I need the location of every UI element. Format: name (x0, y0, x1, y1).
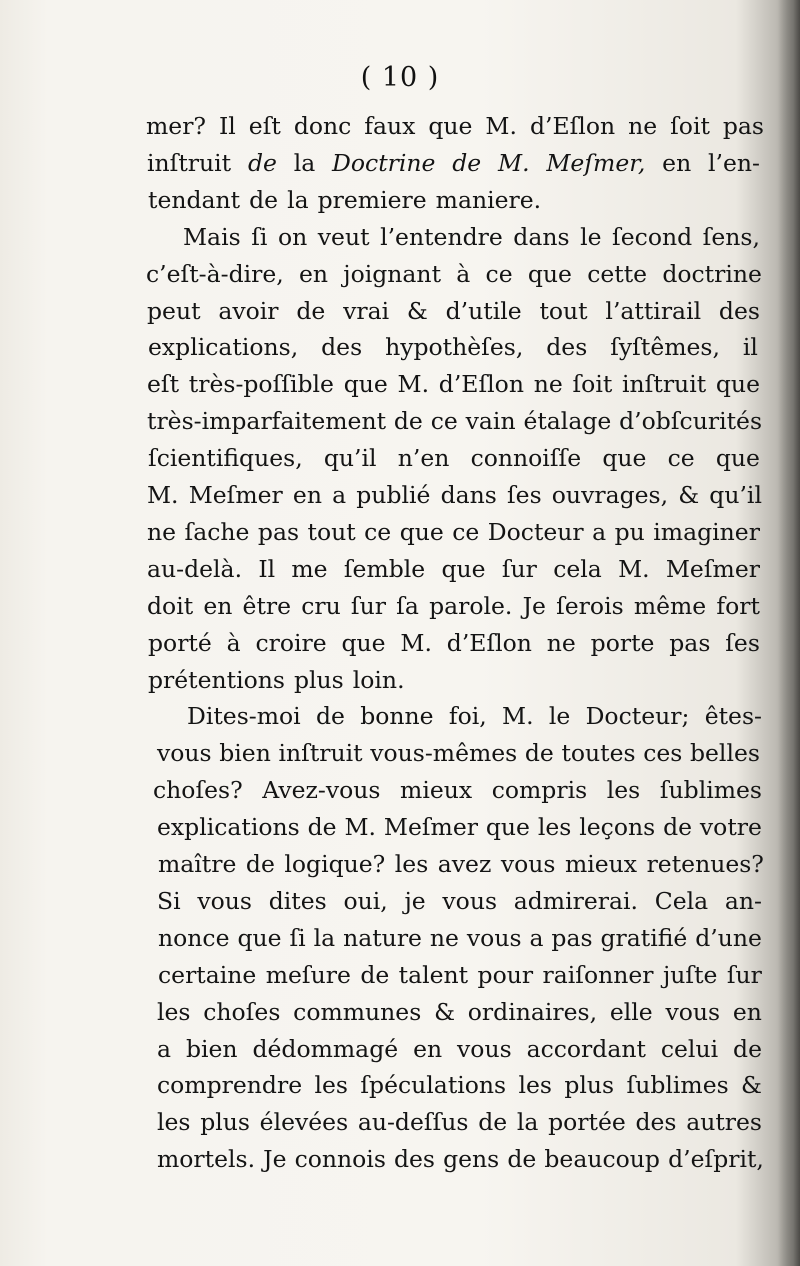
word: il (742, 333, 758, 362)
word: ne (546, 628, 576, 657)
word: en (413, 1034, 443, 1063)
text-line (147, 145, 760, 181)
text-line (147, 477, 762, 513)
word: être (242, 591, 292, 620)
text-line (157, 735, 760, 771)
word: de (247, 148, 277, 177)
word: ſyſtêmes, (610, 333, 720, 362)
word: celui (660, 1034, 719, 1063)
word: ſemble (343, 554, 426, 583)
text-line (147, 293, 760, 329)
word: comprendre (157, 1071, 303, 1100)
word: connois (294, 1145, 386, 1174)
word: retenues? (646, 850, 764, 878)
word: que (715, 444, 760, 473)
word: ouvrages, (551, 481, 669, 509)
word: porté (148, 628, 212, 657)
word: Meſmer (383, 813, 478, 842)
word: ſcientifiques, (148, 444, 303, 473)
text-line (147, 514, 760, 550)
word: Je (263, 1145, 287, 1174)
word: c’eſt-à-dire, (146, 259, 284, 288)
word: imaginer (653, 517, 760, 546)
word: cru (301, 591, 341, 620)
word: ſublimes (626, 1071, 729, 1100)
word: que (441, 554, 486, 583)
word: de (296, 296, 326, 325)
word: pas (669, 628, 711, 657)
word: que (527, 259, 572, 288)
word: nature (343, 923, 422, 952)
word: de (245, 850, 275, 878)
word: mieux (400, 776, 473, 805)
word: prétentions (148, 665, 285, 694)
word: des (635, 1108, 677, 1137)
word: très-imparfaitement (147, 407, 387, 436)
word: de (478, 1108, 508, 1137)
word: vous (457, 1034, 512, 1063)
text-line (157, 809, 762, 845)
word: M. (344, 813, 376, 842)
word: Je (522, 591, 546, 620)
word: en (662, 148, 692, 177)
word: étalage (523, 407, 612, 436)
word: vous (197, 886, 252, 915)
word: vrai (343, 296, 390, 325)
word: Docteur (487, 517, 584, 546)
word: vous (157, 739, 212, 768)
text-line (157, 1104, 762, 1140)
word: ordinaires, (467, 997, 598, 1026)
word: qu’il (709, 481, 762, 509)
word: Doctrine (332, 148, 436, 177)
word: la (313, 923, 336, 952)
word: vous-mêmes (370, 739, 518, 768)
word: d’Eſlon (446, 628, 532, 657)
word: ſes (725, 628, 760, 657)
word: logique? (284, 850, 386, 878)
word: vous (442, 886, 498, 915)
word: des (393, 1145, 435, 1174)
word: inſtruit (622, 370, 707, 399)
word: ne (147, 517, 177, 546)
word: Si (157, 886, 181, 915)
word: accordant (526, 1034, 646, 1063)
word: toutes (561, 739, 636, 768)
text-line (187, 698, 762, 734)
word: que (715, 370, 760, 399)
word: tout (539, 296, 588, 325)
word: en (299, 259, 329, 288)
word: ſpéculations (360, 1071, 507, 1100)
word: les (157, 1108, 191, 1137)
word: & (741, 1071, 762, 1100)
text-line (146, 108, 764, 144)
word: a (157, 1034, 172, 1063)
text-line (146, 256, 762, 292)
word: tendant (148, 185, 241, 214)
text-line (158, 920, 762, 956)
text-line (157, 1031, 762, 1067)
word: peut (147, 296, 201, 325)
word: Avez-vous (262, 776, 381, 805)
word: dites (268, 886, 327, 915)
word: que (341, 628, 386, 657)
word: mortels. (157, 1145, 256, 1174)
word: les (518, 1071, 552, 1100)
word: avez (437, 850, 492, 878)
word: talent (398, 960, 469, 989)
word: d’obſcurités (619, 407, 762, 436)
word: M. (400, 628, 432, 657)
word: Il (219, 112, 236, 140)
word: à (226, 628, 241, 657)
text-line (148, 440, 760, 476)
text-line (157, 1141, 764, 1177)
text-line (157, 994, 762, 1030)
word: publié (356, 481, 431, 509)
word: la (293, 148, 316, 177)
word: plus (200, 1108, 250, 1137)
word: cela (553, 554, 602, 583)
text-line (157, 883, 762, 919)
word: hypothèſes, (385, 333, 524, 362)
word: eſt (248, 112, 281, 140)
word: Dites-moi (187, 702, 301, 731)
word: Meſmer, (546, 148, 646, 177)
word: d’utile (445, 296, 522, 325)
word: plus (293, 665, 344, 694)
word: inſtruit (147, 148, 232, 177)
word: ſens, (702, 222, 760, 251)
word: oui, (343, 886, 388, 915)
word: votre (699, 813, 762, 842)
word: ſa (396, 591, 419, 620)
word: compris (491, 776, 588, 805)
word: leçons (579, 813, 656, 842)
word: gratifié (600, 923, 688, 952)
text-line (147, 551, 760, 587)
word: meſure (265, 960, 351, 989)
word: les (394, 850, 429, 878)
word: que (343, 370, 388, 399)
word: d’une (695, 923, 762, 952)
word: vous (665, 997, 721, 1026)
page-edge-shadow (778, 0, 800, 1266)
word: faux (364, 112, 416, 140)
word: au-delà. (147, 554, 243, 583)
word: de (315, 702, 345, 731)
word: ce (485, 259, 513, 288)
word: bien (185, 1034, 238, 1063)
word: de (733, 1034, 762, 1063)
word: en (203, 591, 233, 620)
word: mieux (564, 850, 638, 878)
word: d’Eſlon (438, 370, 524, 399)
word: très-poſſible (188, 370, 334, 399)
word: mer? (146, 112, 207, 140)
word: pas (722, 112, 764, 140)
word: & (434, 997, 455, 1026)
text-line (183, 219, 760, 255)
word: juſte (662, 960, 718, 989)
word: beaucoup (544, 1145, 660, 1174)
word: premiere (317, 185, 427, 214)
text-line (153, 772, 762, 808)
word: explications, (148, 333, 299, 362)
word: a (529, 923, 544, 952)
word: les (157, 997, 191, 1026)
word: que (428, 112, 473, 140)
word: ſes (506, 481, 542, 509)
word: qu’il (323, 444, 377, 473)
word: cette (587, 259, 648, 288)
word: dans (513, 222, 570, 251)
word: ſur (501, 554, 537, 583)
word: vous (466, 923, 522, 952)
word: à (456, 259, 471, 288)
word: de (307, 813, 337, 842)
word: ce (430, 407, 458, 436)
word: dans (440, 481, 497, 509)
word: & (406, 296, 428, 325)
word: la (516, 1108, 539, 1137)
word: d’eſprit, (668, 1145, 764, 1174)
word: a (592, 517, 607, 546)
word: M. (397, 370, 430, 399)
word: de (393, 407, 423, 436)
word: certaine (158, 960, 257, 989)
word: ce (667, 444, 695, 473)
word: Meſmer (665, 554, 760, 583)
word: Docteur; (585, 702, 690, 731)
word: ne (533, 370, 563, 399)
word: an- (724, 886, 762, 915)
word: bonne (360, 702, 434, 731)
text-line (157, 1067, 762, 1103)
word: les (537, 813, 572, 842)
word: ſi (289, 923, 306, 952)
word: loin. (352, 665, 405, 694)
word: doit (147, 591, 194, 620)
word: ne (628, 112, 658, 140)
word: les (314, 1071, 348, 1100)
word: avoir (218, 296, 279, 325)
word: ce (452, 517, 480, 546)
word: même (633, 591, 707, 620)
word: ces (643, 739, 683, 768)
word: de (452, 148, 482, 177)
word: ſecond (612, 222, 693, 251)
word: M. (618, 554, 650, 583)
word: le (548, 702, 571, 731)
word: choſes? (153, 776, 243, 805)
word: élevées (259, 1108, 349, 1137)
text-line (148, 625, 760, 661)
word: maniere. (435, 185, 542, 214)
word: dédommagé (252, 1034, 399, 1063)
word: Mais (183, 222, 241, 251)
word: M. (147, 481, 179, 509)
word: me (291, 554, 328, 583)
word: le (580, 222, 602, 251)
word: ſerois (556, 591, 624, 620)
word: elle (609, 997, 653, 1026)
word: fort (716, 591, 760, 620)
word: des (321, 333, 363, 362)
word: l’en- (708, 148, 760, 177)
word: pas (551, 923, 593, 952)
text-line (148, 182, 550, 218)
word: on (277, 222, 308, 251)
word: M. (485, 112, 517, 140)
word: foi, (448, 702, 487, 731)
word: doctrine (662, 259, 762, 288)
word: des (546, 333, 588, 362)
word: que (602, 444, 647, 473)
word: l’attirail (605, 296, 702, 325)
word: pu (614, 517, 645, 546)
word: a (332, 481, 347, 509)
word: admirerai. (513, 886, 638, 915)
word: raiſonner (542, 960, 654, 989)
word: je (404, 886, 426, 915)
word: porte (590, 628, 655, 657)
word: croire (255, 628, 327, 657)
word: M. (498, 148, 530, 177)
word: eſt (147, 370, 180, 399)
word: veut (317, 222, 370, 251)
word: n’en (397, 444, 450, 473)
word: inſtruit (278, 739, 363, 768)
word: tout (307, 517, 356, 546)
word: en (292, 481, 322, 509)
word: explications (157, 813, 300, 842)
word: ſoit (572, 370, 613, 399)
word: portée (548, 1108, 626, 1137)
word: ſublimes (659, 776, 762, 805)
text-line (148, 329, 758, 365)
word: de (663, 813, 693, 842)
text-line (147, 366, 760, 402)
word: Cela (654, 886, 709, 915)
word: que (237, 923, 282, 952)
word: belles (689, 739, 760, 768)
word: pas (257, 517, 300, 546)
word: de (360, 960, 390, 989)
word: communes (293, 997, 422, 1026)
word: en (732, 997, 762, 1026)
word: Il (258, 554, 276, 583)
word: l’entendre (380, 222, 503, 251)
text-line (147, 588, 760, 624)
word: la (287, 185, 309, 214)
word: êtes- (704, 702, 762, 731)
word: des (718, 296, 760, 325)
word: M. (502, 702, 534, 731)
word: de (524, 739, 554, 768)
word: joignant (343, 259, 442, 288)
word: que (399, 517, 444, 546)
word: ſur (350, 591, 386, 620)
word: plus (564, 1071, 615, 1100)
word: ſache (184, 517, 250, 546)
word: Meſmer (188, 481, 283, 509)
word: ſur (726, 960, 762, 989)
word: au-deſſus (357, 1108, 469, 1137)
word: ce (364, 517, 392, 546)
word: vain (465, 407, 516, 436)
word: maître (158, 850, 237, 878)
text-line (147, 403, 762, 439)
word: vous (500, 850, 556, 878)
word: pour (477, 960, 534, 989)
word: ne (429, 923, 459, 952)
word: gens (443, 1145, 500, 1174)
word: nonce (158, 923, 230, 952)
word: & (678, 481, 700, 509)
word: d’Eſlon (529, 112, 616, 140)
word: ſoit (670, 112, 710, 140)
text-line (158, 846, 764, 882)
word: ſi (251, 222, 268, 251)
word: de (249, 185, 279, 214)
word: donc (293, 112, 352, 140)
word: bien (219, 739, 271, 768)
word: que (485, 813, 530, 842)
word: connoiſſe (470, 444, 582, 473)
word: choſes (203, 997, 281, 1026)
text-line (148, 662, 414, 698)
word: de (507, 1145, 537, 1174)
text-line (158, 957, 762, 993)
word: parole. (429, 591, 513, 620)
page-number: ( 10 ) (360, 62, 440, 93)
word: les (606, 776, 641, 805)
word: autres (686, 1108, 762, 1137)
